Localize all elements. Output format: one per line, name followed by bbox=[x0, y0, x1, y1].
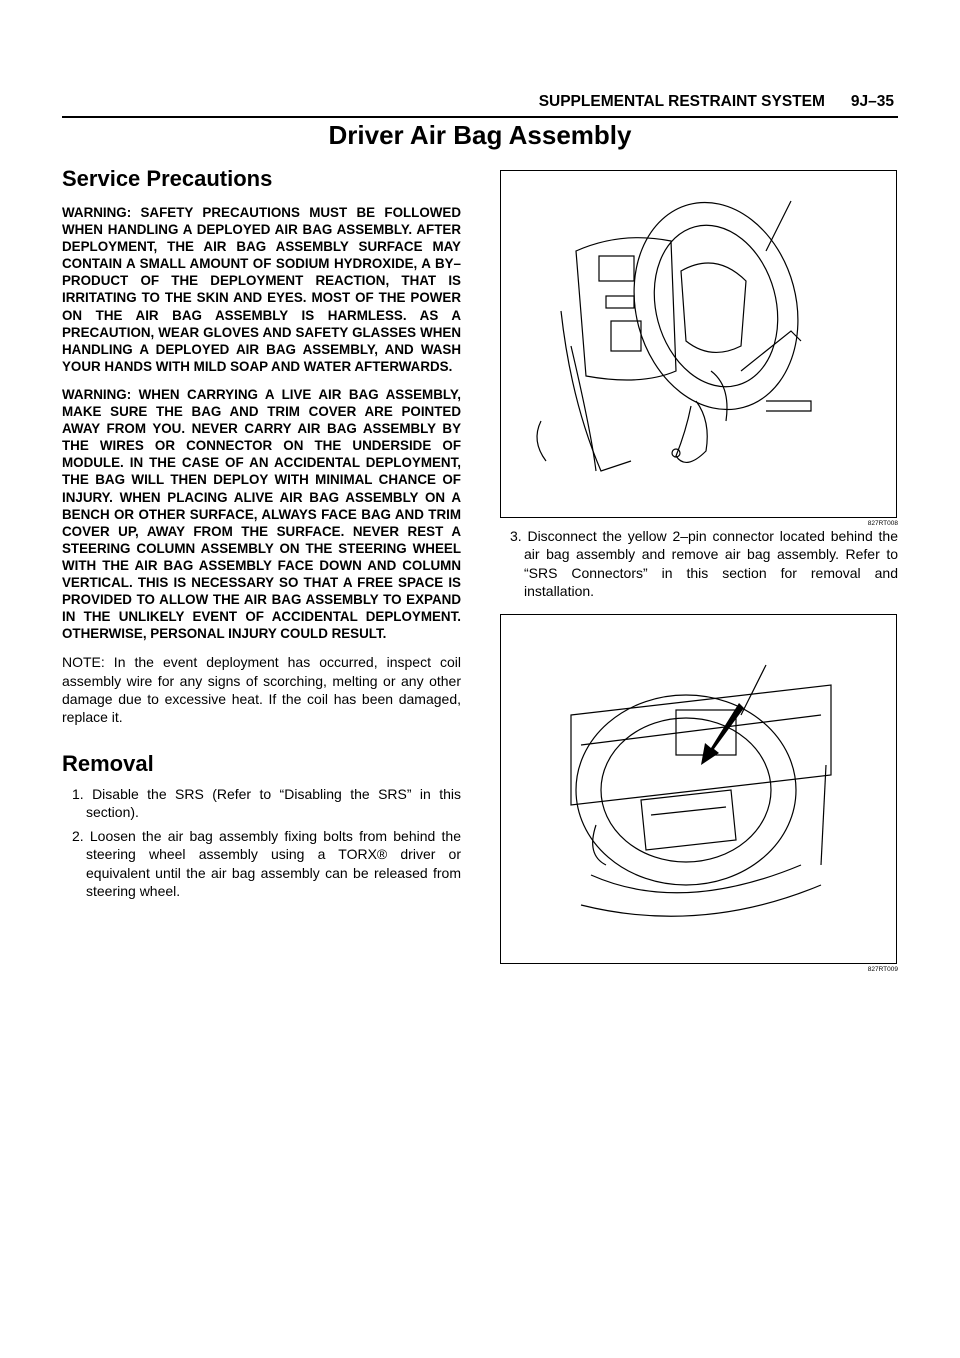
figure-1-code: 827RT008 bbox=[867, 520, 898, 527]
page-title: Driver Air Bag Assembly bbox=[328, 120, 632, 150]
header-page-number: 9J–35 bbox=[850, 93, 894, 110]
figure-2-code: 827RT009 bbox=[867, 966, 898, 974]
header-section-title: SUPPLEMENTAL RESTRAINT SYSTEM bbox=[538, 93, 825, 110]
figure-air-bag-bolt-removal bbox=[500, 170, 897, 518]
page-header bbox=[539, 93, 894, 111]
header-rule bbox=[62, 116, 898, 118]
removal-step-3: 3. Disconnect the yellow 2–pin connector located behind the air bag assembly and remove air bag assembly. Refer to “SRS Connectors” in this section for removal and installation. bbox=[510, 528, 898, 599]
figure-connector-disconnect bbox=[500, 614, 897, 964]
removal-steps-continued bbox=[500, 527, 898, 600]
removal-heading: Removal bbox=[62, 750, 154, 776]
steering-wheel-illustration bbox=[501, 171, 896, 517]
removal-step-2: 2. Loosen the air bag assembly fixing bolts from behind the steering wheel assembly using a TORX® driver or equivalent until the air bag assembly can be released from steering wheel. bbox=[72, 828, 461, 900]
warning-deployed-air-bag: WARNING: SAFETY PRECAUTIONS MUST BE FOLLOWED WHEN HANDLING A DEPLOYED AIR BAG ASSEMBLY. AFTER DEPLOYMENT, THE AIR BAG ASSEMBLY SURFACE MAY CONTAIN A SMALL AMOUNT OF SODIUM HYDROXIDE, A BY–PRODUCT OF THE DEPLOYMENT REACTION, THAT IS IRRITATING TO THE SKIN AND EYES. MOST OF THE POWER ON THE AIR BAG ASSEMBLY IS HARMLESS. AS A PRECAUTION, WEAR GLOVES AND SAFETY GLASSES WHEN HANDLING A DEPLOYED AIR BAG ASSEMBLY, AND WASH YOUR HANDS WITH MILD SOAP AND WATER AFTERWARDS. bbox=[62, 205, 461, 374]
right-column bbox=[500, 170, 898, 973]
warning-live-air-bag: WARNING: WHEN CARRYING A LIVE AIR BAG ASSEMBLY, MAKE SURE THE BAG AND TRIM COVER ARE POINTED AWAY FROM YOU. NEVER CARRY AIR BAG ASSEMBLY BY THE WIRES OR CONNECTOR ON THE UNDERSIDE OF MODULE. IN THE CASE OF AN ACCIDENTAL DEPLOYMENT, THE BAG WILL THEN DEPLOY WITH MINIMAL CHANCE OF INJURY. WHEN PLACING ALIVE AIR BAG ASSEMBLY ON A BENCH OR OTHER SURFACE, ALWAYS FACE BAG AND TRIM COVER UP, AWAY FROM THE SURFACE. NEVER REST A STEERING COLUMN ASSEMBLY ON THE STEERING WHEEL WITH THE AIR BAG ASSEMBLY FACE DOWN AND COLUMN VERTICAL. THIS IS NECESSARY SO THAT A FREE SPACE IS PROVIDED TO ALLOW THE AIR BAG ASSEMBLY TO EXPAND IN THE UNLIKELY EVENT OF ACCIDENTAL DEPLOYMENT. OTHERWISE, PERSONAL INJURY COULD RESULT. bbox=[62, 386, 461, 642]
note-coil-assembly: NOTE: In the event deployment has occurred, inspect coil assembly wire for any signs of scorching, melting or any other damage due to excessive heat. If the coil has been damaged, replace it. bbox=[62, 654, 461, 726]
removal-step-1: 1. Disable the SRS (Refer to “Disabling the SRS” in this section). bbox=[72, 785, 461, 820]
service-precautions-heading: Service Precautions bbox=[62, 166, 273, 191]
figure-2-wrapper bbox=[500, 614, 898, 973]
connector-illustration bbox=[501, 615, 896, 963]
removal-steps bbox=[62, 785, 461, 901]
left-column bbox=[62, 166, 461, 906]
arrow-icon bbox=[701, 703, 744, 765]
